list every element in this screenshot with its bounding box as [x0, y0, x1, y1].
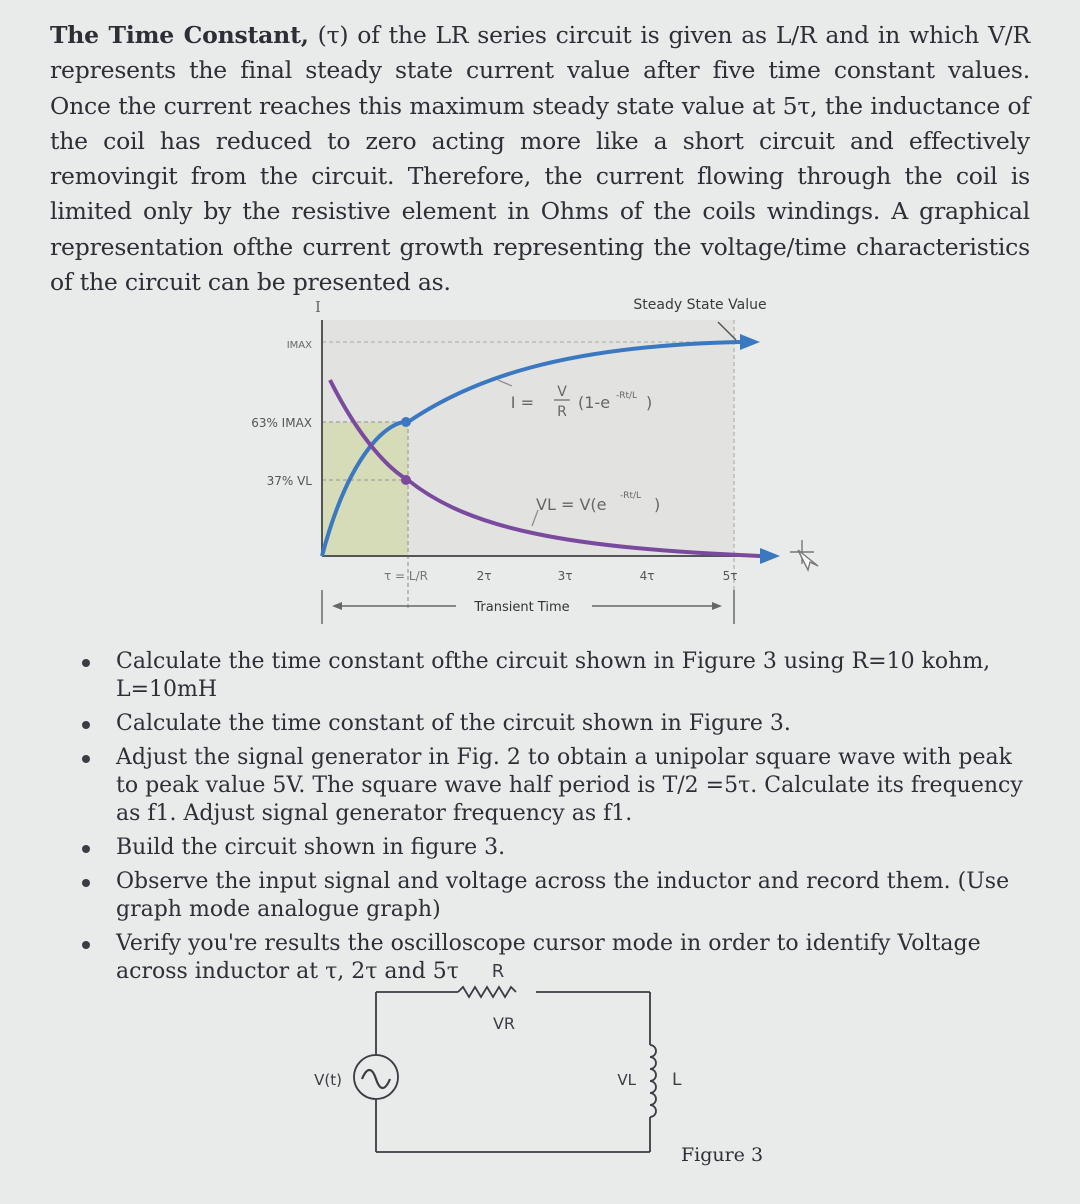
list-item: Build the circuit shown in figure 3.	[70, 834, 1030, 862]
inductor-label: L	[672, 1070, 682, 1090]
intro-bold-lead: The Time Constant,	[50, 21, 309, 49]
voltage-eq-exponent: -Rt/L	[620, 491, 642, 501]
37pct-label: 37% VL	[266, 474, 312, 488]
ac-wave-icon	[362, 1070, 390, 1088]
figure3-caption: Figure 3	[680, 1144, 764, 1166]
voltage-curve-arrowhead	[760, 548, 780, 564]
transient-right-arrowhead	[712, 602, 722, 610]
tau-current-point	[401, 417, 411, 427]
resistor-label: R	[491, 961, 505, 982]
2tau-tick-label: 2τ	[476, 569, 492, 583]
tau-shaded-region	[322, 422, 408, 556]
current-eq-rest: (1-e	[578, 393, 611, 412]
current-eq-exponent: -Rt/L	[616, 391, 638, 401]
list-item: Verify you're results the oscilloscope cursor mode in order to identify Voltage across inductor at τ, 2τ and 5τ	[70, 930, 1030, 986]
vl-label: VL	[617, 1071, 636, 1089]
vr-label: VR	[492, 1014, 516, 1033]
intro-text: (τ) of the LR series circuit is given as L/R and in which V/R represents the final steady state current value after five time constant values. Once the current reaches this maximum steady state value at 5τ, the inductance of the coil has reduced to zero acting more like a short circuit and effectively removingit from the circuit. Therefore, the current flowing through the coil is limited only by the resistive element in Ohms of the coils windings. A graphical representation ofthe current growth representing the voltage/time characteristics of the circuit can be presented as.	[50, 21, 1030, 297]
list-item: Calculate the time constant ofthe circuit shown in Figure 3 using R=10 kohm, L=10mH	[70, 648, 1030, 704]
current-eq-numerator: V	[557, 384, 567, 400]
imax-label: IMAX	[286, 340, 312, 351]
list-item: Calculate the time constant of the circuit shown in Figure 3.	[70, 710, 1030, 738]
5tau-tick-label: 5τ	[722, 569, 738, 583]
3tau-tick-label: 3τ	[557, 569, 573, 583]
intro-paragraph	[50, 18, 1030, 300]
tau-voltage-point	[401, 475, 411, 485]
voltage-eq-lhs: VL = V(e	[536, 495, 607, 514]
cursor-icon	[790, 540, 818, 570]
task-list	[70, 648, 1030, 992]
inductor-coil	[650, 1045, 656, 1117]
list-item: Adjust the signal generator in Fig. 2 to obtain a unipolar square wave with peak to peak value 5V. The square wave half period is T/2 =5τ. Calculate its frequency as f1. Adjust signal generator frequency as f1.	[70, 744, 1030, 828]
source-label: V(t)	[314, 1071, 342, 1089]
tau-tick-label: τ = L/R	[384, 569, 428, 583]
current-eq-lhs: I =	[510, 393, 534, 412]
current-eq-denominator: R	[557, 404, 567, 420]
voltage-eq-close: )	[654, 495, 661, 514]
y-axis-label: I	[315, 298, 321, 316]
lr-transient-graph	[0, 280, 1080, 640]
transient-time-label: Transient Time	[474, 600, 570, 615]
current-curve-arrowhead	[740, 334, 760, 350]
list-item: Observe the input signal and voltage across the inductor and record them. (Use graph mode analogue graph)	[70, 868, 1030, 924]
4tau-tick-label: 4τ	[639, 569, 655, 583]
63pct-label: 63% IMAX	[251, 416, 312, 430]
steady-state-label: Steady State Value	[633, 297, 767, 313]
current-eq-close: )	[646, 393, 653, 412]
resistor-symbol	[458, 987, 516, 997]
rl-circuit-diagram	[0, 955, 1080, 1204]
transient-left-arrowhead	[332, 602, 342, 610]
